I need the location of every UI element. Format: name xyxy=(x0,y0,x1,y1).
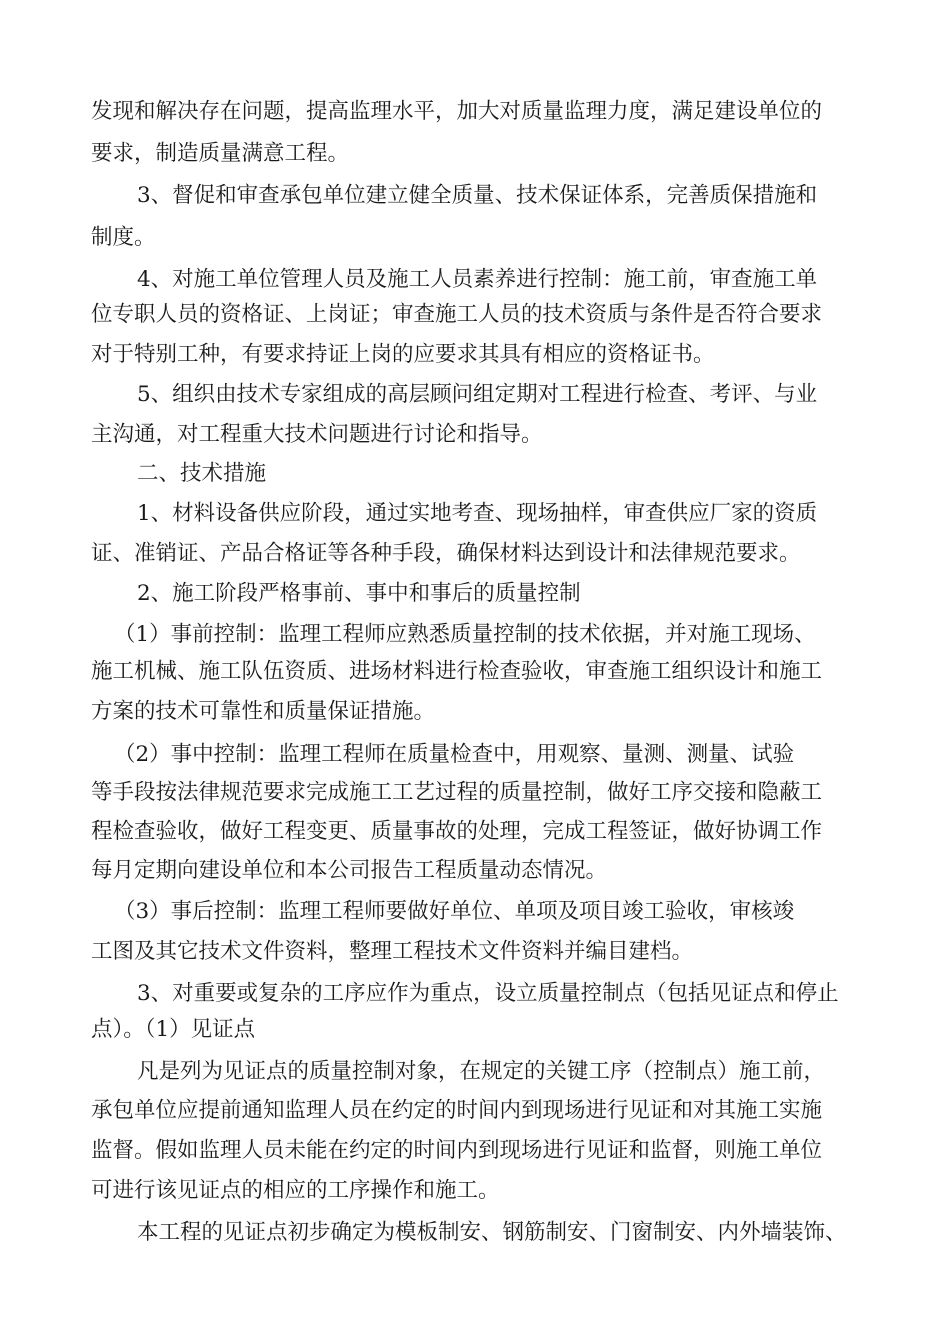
text-line: 凡是列为见证点的质量控制对象，在规定的关键工序（控制点）施工前， xyxy=(137,1059,826,1084)
text-line: 位专职人员的资格证、上岗证；审查施工人员的技术资质与条件是否符合要求 xyxy=(91,302,823,327)
text-line: 证、准销证、产品合格证等各种手段，确保材料达到设计和法律规范要求。 xyxy=(91,541,801,566)
text-line: 主沟通，对工程重大技术问题进行讨论和指导。 xyxy=(91,422,543,447)
text-line: 工图及其它技术文件资料，整理工程技术文件资料并编目建档。 xyxy=(91,939,694,964)
text-line: 等手段按法律规范要求完成施工工艺过程的质量控制，做好工序交接和隐蔽工 xyxy=(91,780,823,805)
text-line: 发现和解决存在问题，提高监理水平，加大对质量监理力度，满足建设单位的 xyxy=(91,99,823,124)
text-line: 5、组织由技术专家组成的高层顾问组定期对工程进行检查、考评、与业 xyxy=(137,382,818,407)
text-line: 监督。假如监理人员未能在约定的时间内到现场进行见证和监督，则施工单位 xyxy=(91,1138,823,1163)
section-heading: 二、技术措施 xyxy=(137,461,267,486)
text-line: 程检查验收，做好工程变更、质量事故的处理，完成工程签证，做好协调工作 xyxy=(91,819,823,844)
text-line: 3、督促和审查承包单位建立健全质量、技术保证体系，完善质保措施和 xyxy=(137,183,818,208)
text-line: 点）。（1）见证点 xyxy=(91,1017,256,1042)
text-line: 3、对重要或复杂的工序应作为重点，设立质量控制点（包括见证点和停止 xyxy=(137,981,839,1006)
text-line: 对于特别工种，有要求持证上岗的应要求其具有相应的资格证书。 xyxy=(91,342,715,367)
text-line: （2）事中控制：监理工程师在质量检查中，用观察、量测、测量、试验 xyxy=(114,742,795,767)
text-line: 承包单位应提前通知监理人员在约定的时间内到现场进行见证和对其施工实施 xyxy=(91,1098,823,1123)
text-line: 本工程的见证点初步确定为模板制安、钢筋制安、门窗制安、内外墙装饰、 xyxy=(137,1220,847,1245)
text-line: （3）事后控制：监理工程师要做好单位、单项及项目竣工验收，审核竣 xyxy=(114,899,795,924)
text-line: 要求，制造质量满意工程。 xyxy=(91,141,350,166)
text-line: 制度。 xyxy=(91,225,156,250)
text-line: 方案的技术可靠性和质量保证措施。 xyxy=(91,699,436,724)
text-line: （1）事前控制：监理工程师应熟悉质量控制的技术依据，并对施工现场、 xyxy=(114,622,816,647)
text-line: 2、施工阶段严格事前、事中和事后的质量控制 xyxy=(137,581,581,606)
text-line: 可进行该见证点的相应的工序操作和施工。 xyxy=(91,1178,500,1203)
text-line: 施工机械、施工队伍资质、进场材料进行检查验收，审查施工组织设计和施工 xyxy=(91,659,823,684)
text-line: 4、对施工单位管理人员及施工人员素养进行控制：施工前，审查施工单 xyxy=(137,267,818,292)
text-line: 1、材料设备供应阶段，通过实地考查、现场抽样，审查供应厂家的资质 xyxy=(137,501,818,526)
text-line: 每月定期向建设单位和本公司报告工程质量动态情况。 xyxy=(91,858,608,883)
